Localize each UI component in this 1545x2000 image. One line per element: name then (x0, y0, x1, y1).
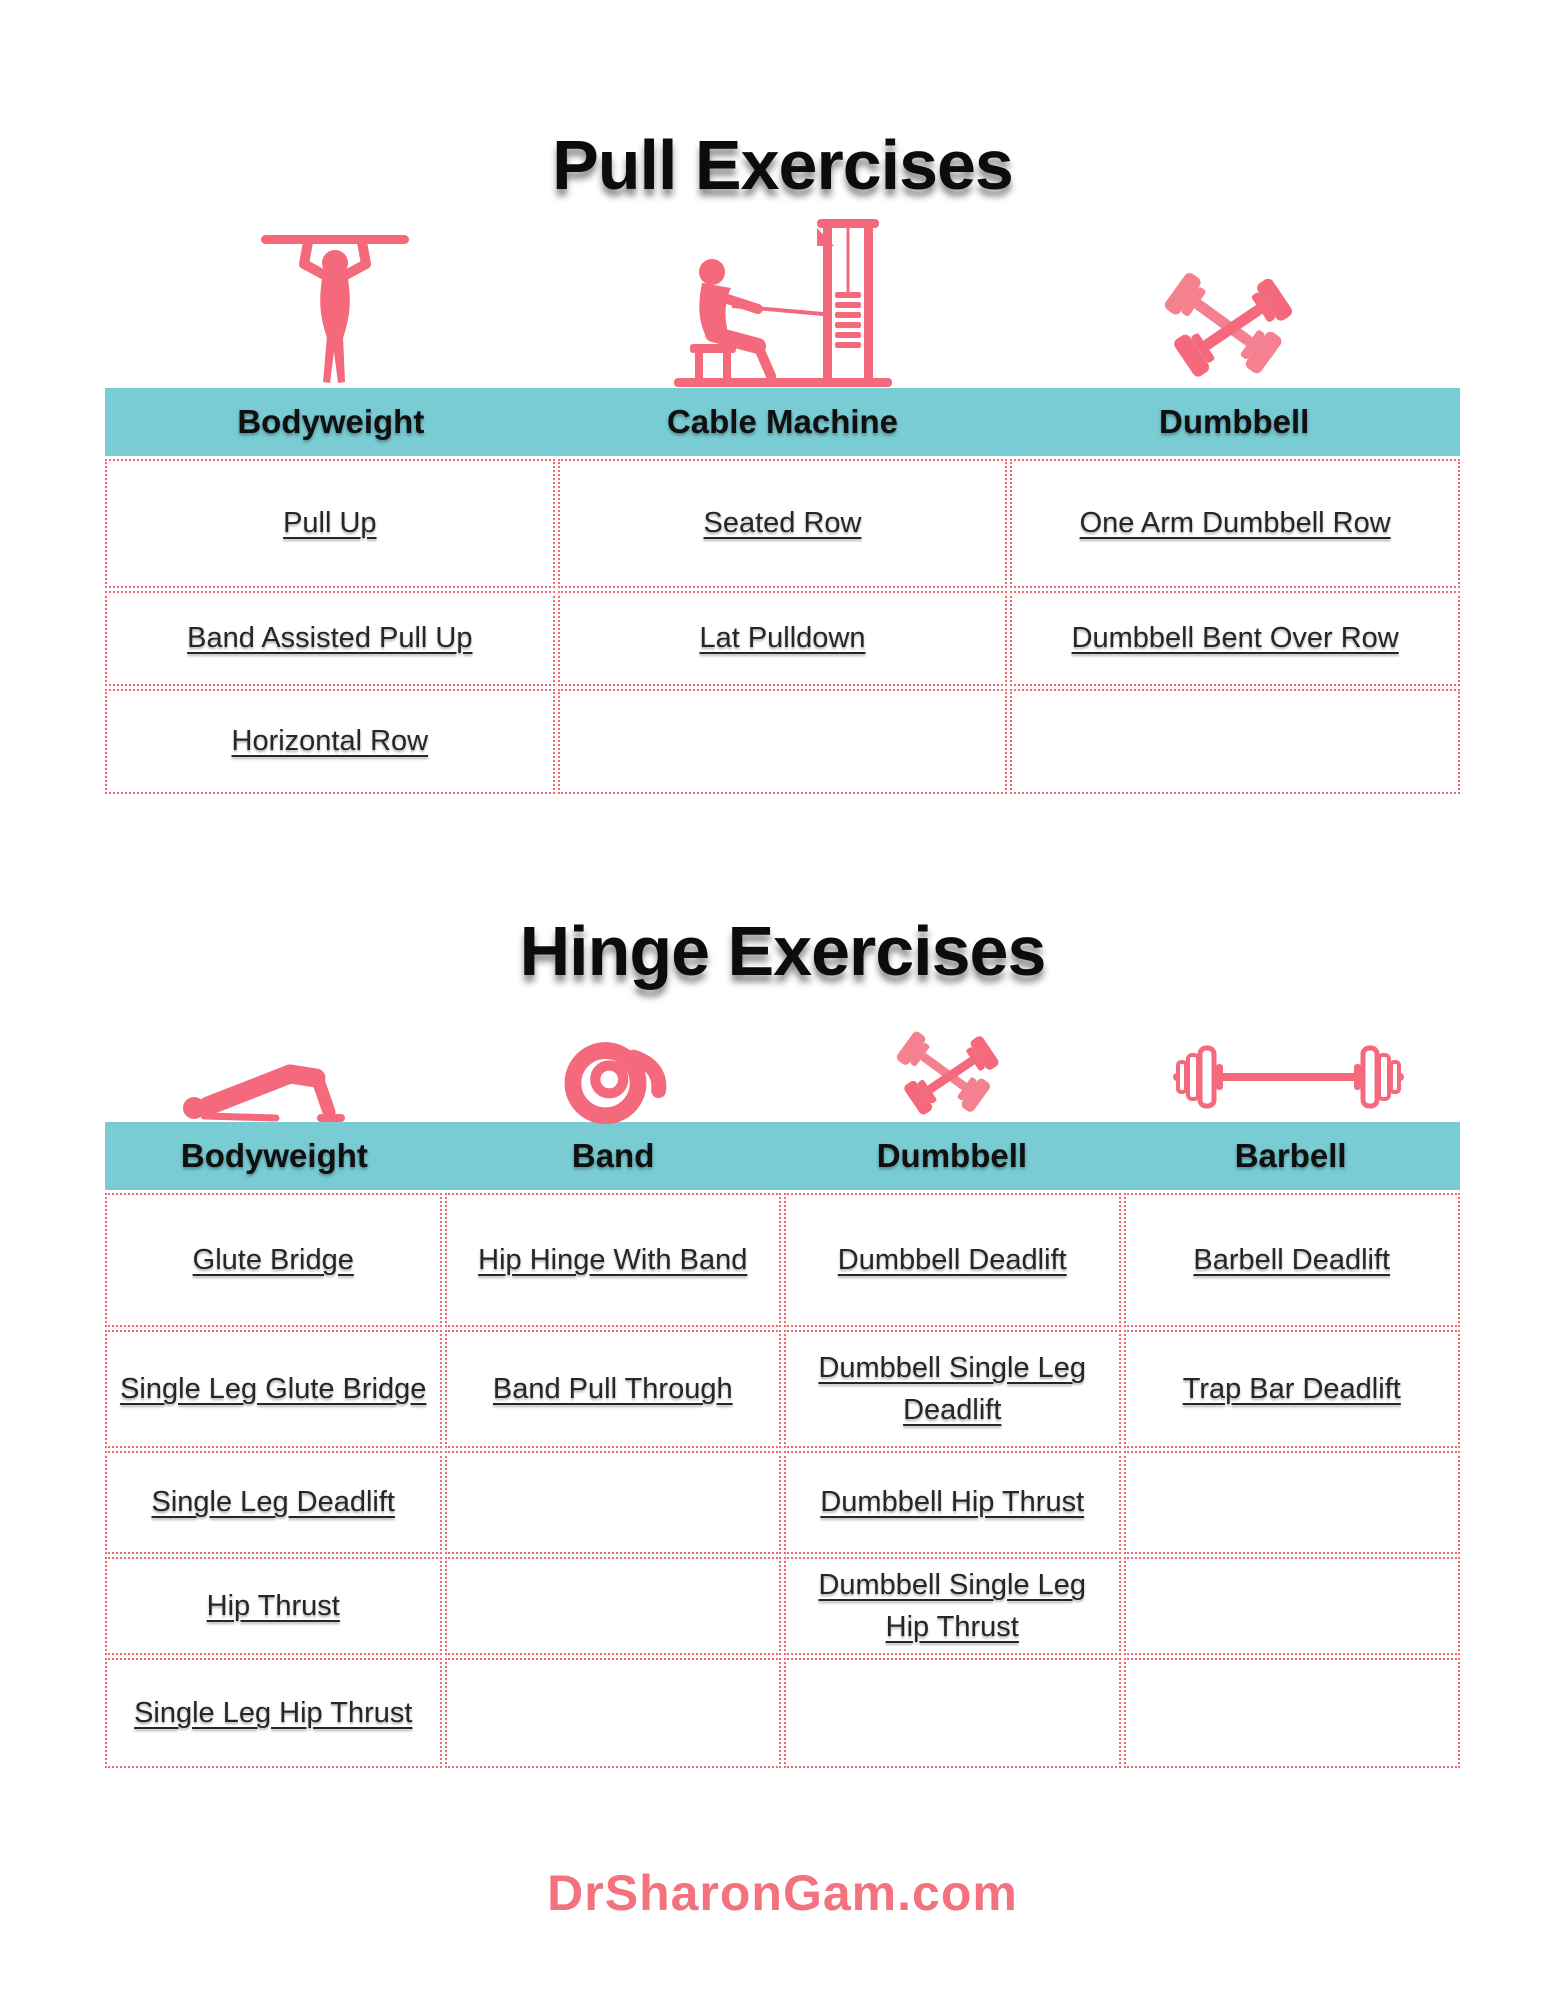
exercise-link[interactable]: Dumbbell Deadlift (837, 1243, 1067, 1276)
table-cell (105, 1557, 442, 1655)
hinge-table-header-row (105, 1122, 1460, 1190)
pull-table-header-row (105, 388, 1460, 456)
column-header-band: Band (571, 1137, 655, 1174)
table-cell (105, 689, 555, 794)
table-cell (784, 1193, 1121, 1327)
page-title: Hinge Exercises (519, 912, 1046, 990)
table-cell (1010, 459, 1460, 588)
table-cell-empty (784, 1658, 1121, 1768)
pull-up-icon (260, 210, 410, 388)
column-header-dumbbell: Dumbbell (1159, 403, 1310, 440)
table-cell (105, 1330, 442, 1448)
resistance-band-icon (545, 1031, 680, 1126)
table-cell (784, 1330, 1121, 1448)
table-cell (105, 1451, 442, 1554)
table-cell (1010, 591, 1460, 686)
hinge-exercises-section (105, 794, 1460, 1768)
exercise-link[interactable]: Seated Row (703, 507, 862, 540)
pull-exercise-table (105, 459, 1460, 794)
exercise-link[interactable]: Glute Bridge (192, 1243, 354, 1276)
exercise-link[interactable]: Barbell Deadlift (1193, 1243, 1391, 1276)
exercise-link[interactable]: Band Assisted Pull Up (187, 622, 473, 655)
hinge-exercise-table (105, 1193, 1460, 1768)
table-cell (105, 459, 555, 588)
hinge-column-icons (105, 986, 1460, 1122)
table-cell-empty (558, 689, 1008, 794)
table-cell-empty (1124, 1451, 1461, 1554)
table-cell (445, 1330, 782, 1448)
exercise-link[interactable]: Lat Pulldown (699, 622, 866, 655)
barbell-icon (1171, 1040, 1406, 1114)
table-cell-empty (445, 1658, 782, 1768)
cable-machine-icon (668, 216, 898, 394)
exercise-link[interactable]: Hip Hinge With Band (478, 1243, 748, 1276)
exercise-link[interactable]: Single Leg Glute Bridge (120, 1372, 427, 1405)
table-cell (558, 591, 1008, 686)
exercise-link[interactable]: Band Pull Through (492, 1372, 733, 1405)
exercise-link[interactable]: Dumbbell Bent Over Row (1071, 622, 1399, 655)
table-cell (784, 1451, 1121, 1554)
pull-column-icons (105, 200, 1460, 388)
site-url: DrSharonGam.com (547, 1865, 1018, 1921)
exercise-link[interactable]: Single Leg Hip Thrust (134, 1696, 413, 1729)
table-cell-empty (445, 1557, 782, 1655)
table-cell (105, 1193, 442, 1327)
pull-exercises-section (105, 0, 1460, 794)
exercise-link[interactable]: Trap Bar Deadlift (1182, 1372, 1401, 1405)
column-header-bodyweight: Bodyweight (180, 1137, 368, 1174)
exercise-link[interactable]: Pull Up (283, 507, 377, 540)
dumbbell-icon (883, 1010, 1018, 1130)
table-cell-empty (1124, 1557, 1461, 1655)
table-cell (445, 1193, 782, 1327)
glute-bridge-icon (178, 1036, 378, 1126)
table-cell (1124, 1330, 1461, 1448)
table-cell (784, 1557, 1121, 1655)
exercise-link[interactable]: Hip Thrust (206, 1589, 340, 1622)
exercise-link[interactable]: One Arm Dumbbell Row (1079, 507, 1391, 540)
dumbbell-icon (1157, 246, 1307, 396)
exercise-link[interactable]: Horizontal Row (231, 725, 429, 758)
exercise-link[interactable]: Dumbbell Single Leg Hip Thrust (818, 1568, 1087, 1643)
site-footer (105, 1864, 1460, 1922)
table-cell (105, 1658, 442, 1768)
table-cell-empty (1010, 689, 1460, 794)
table-cell (105, 591, 555, 686)
column-header-barbell: Barbell (1234, 1137, 1347, 1174)
column-header-dumbbell: Dumbbell (876, 1137, 1028, 1174)
table-cell-empty (1124, 1658, 1461, 1768)
table-cell-empty (445, 1451, 782, 1554)
column-header-cable-machine: Cable Machine (666, 403, 899, 440)
page-title: Pull Exercises (552, 126, 1013, 204)
exercise-link[interactable]: Single Leg Deadlift (151, 1486, 395, 1519)
column-header-bodyweight: Bodyweight (237, 403, 425, 440)
table-cell (1124, 1193, 1461, 1327)
exercise-link[interactable]: Dumbbell Hip Thrust (820, 1486, 1085, 1519)
table-cell (558, 459, 1008, 588)
exercise-link[interactable]: Dumbbell Single Leg Deadlift (818, 1351, 1087, 1426)
